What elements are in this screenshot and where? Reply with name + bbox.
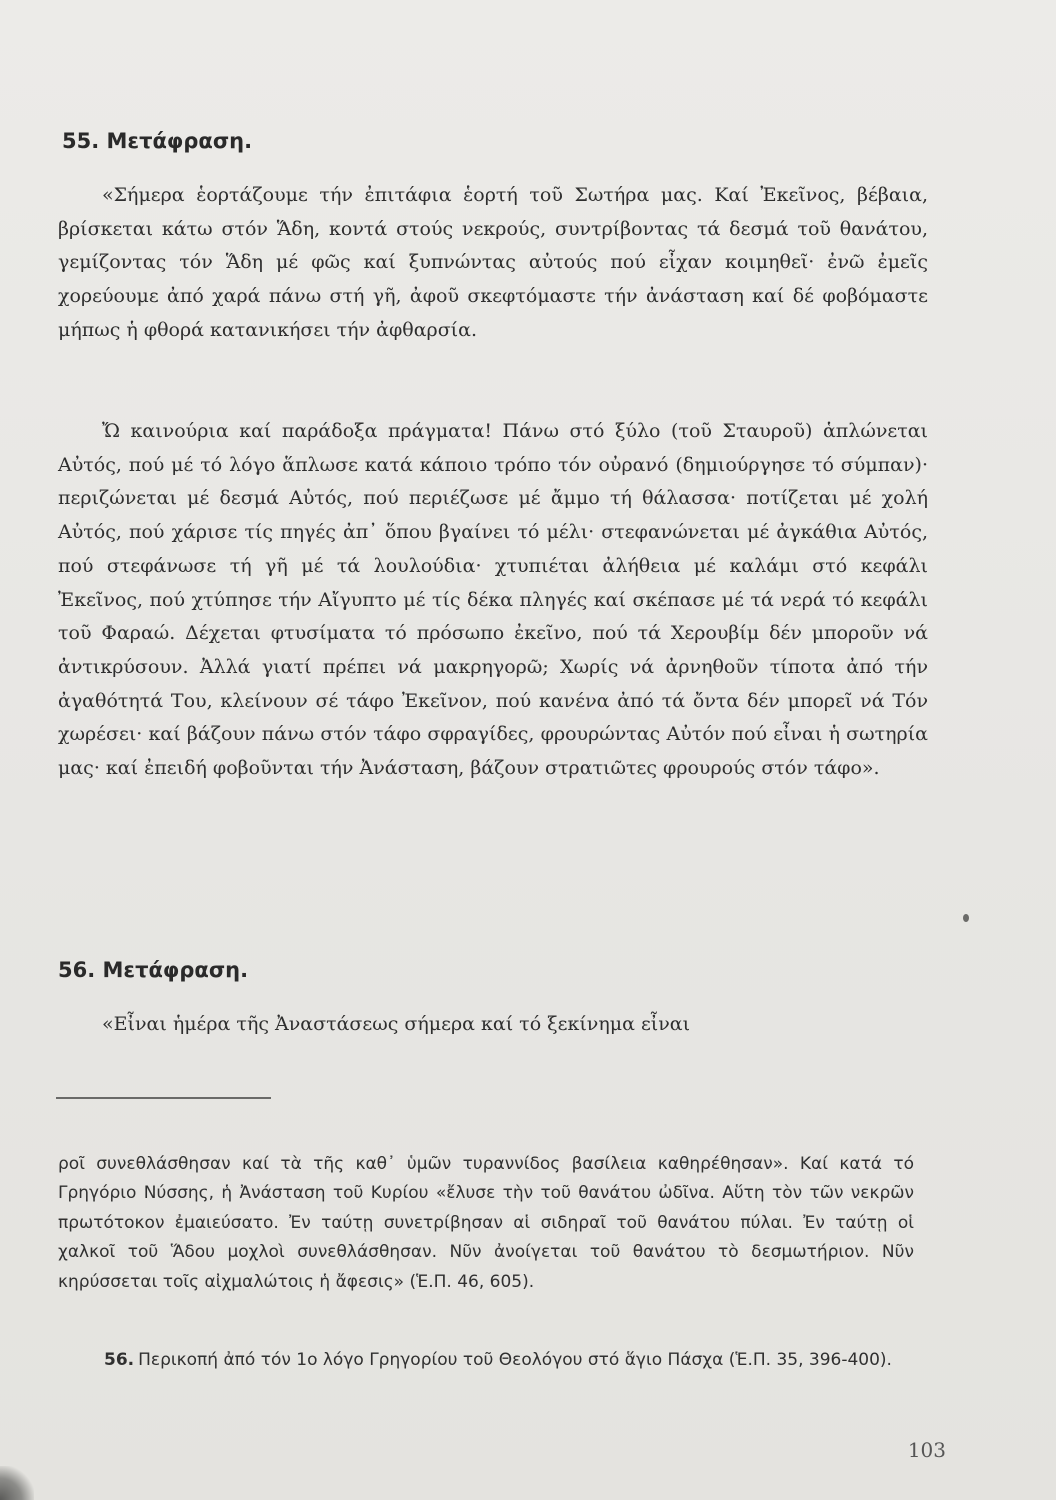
page-number: 103	[907, 1438, 946, 1462]
section-55-paragraph-1: «Σήμερα ἑορτάζουμε τήν ἐπιτάφια ἑορτή τοῦ Σωτήρα μας. Καί Ἐκεῖνος, βέβαια, βρίσκεται κάτω στόν Ἅδη, κοντά στούς νεκρούς, συντρίβοντας τά δεσμά τοῦ θανάτου, γεμίζοντας τόν Ἅδη μέ φῶς καί ξυπνώντας αὐτούς πού εἶχαν κοιμηθεῖ· ἐνῶ ἐμεῖς χορεύουμε ἀπό χαρά πάνω στή γῆ, ἀφοῦ σκεφτόμαστε τήν ἀνάσταση καί δέ φοβόμαστε μήπως ἡ φθορά κατανικήσει τήν ἀφθαρσία.	[58, 184, 928, 341]
section-55-paragraph-2: Ὤ καινούρια καί παράδοξα πράγματα! Πάνω στό ξύλο (τοῦ Σταυροῦ) ἁπλώνεται Αὐτός, πού μέ τό λόγο ἅπλωσε κατά κάποιο τρόπο τόν οὐρανό (δημιούργησε τό σύμπαν)· περιζώνεται μέ δεσμά Αὐτός, πού περιέζωσε μέ ἄμμο τή θάλασσα· ποτίζεται μέ χολή Αὐτός, πού χάρισε τίς πηγές ἀπ᾿ ὅπου βγαίνει τό μέλι· στεφανώνεται μέ ἀγκάθια Αὐτός, πού στεφάνωσε τή γῆ μέ τά λουλούδια· χτυπιέται ἀλήθεια μέ καλάμι στό κεφάλι Ἐκεῖνος, πού χτύπησε τήν Αἴγυπτο μέ τίς δέκα πληγές καί σκέπασε μέ τά νερά τό κεφάλι τοῦ Φαραώ. Δέχεται φτυσίματα τό πρόσωπο ἐκεῖνο, πού τά Χερουβίμ δέν μποροῦν νά ἀντικρύσουν. Ἀλλά γιατί πρέπει νά μακρηγορῶ; Χωρίς νά ἀρνηθοῦν τίποτα ἀπό τήν ἀγαθότητά Του, κλείνουν σέ τάφο Ἐκεῖνον, πού κανένα ἀπό τά ὄντα δέν μπορεῖ νά Τόν χωρέσει· καί βάζουν πάνω στόν τάφο σφραγίδες, φρουρώντας Αὐτόν πού εἶναι ἡ σωτηρία μας· καί ἐπειδή φοβοῦνται τήν Ἀνάσταση, βάζουν στρατιῶτες φρουρούς στόν τάφο».	[58, 420, 928, 780]
footnote-56-text: Περικοπή ἀπό τόν 1ο λόγο Γρηγορίου τοῦ Θεολόγου στό ἅγιο Πάσχα (Ἑ.Π. 35, 396-400).	[138, 1350, 892, 1370]
footnote-divider	[56, 1097, 271, 1099]
footnote-continuation: ροῖ συνεθλάσθησαν καί τὰ τῆς καθ᾿ ὑμῶν τυραννίδος βασίλεια καθηρέθησαν». Καί κατά τό Γρηγόριο Νύσσης, ἡ Ἀνάσταση τοῦ Κυρίου «ἔλυσε τὴν τοῦ θανάτου ὠδῖνα. Αὕτη τὸν τῶν νεκρῶν πρωτότοκον ἐμαιεύσατο. Ἐν ταύτῃ συνετρίβησαν αἱ σιδηραῖ τοῦ θανάτου πύλαι. Ἐν ταύτῃ οἱ χαλκοῖ τοῦ Ἅδου μοχλοὶ συνεθλάσθησαν. Νῦν ἀνοίγεται τοῦ θανάτου τὸ δεσμωτήριον. Νῦν κηρύσσεται τοῖς αἰχμαλώτοις ἡ ἄφεσις» (Ἑ.Π. 46, 605).	[58, 1154, 914, 1292]
ink-speck	[963, 914, 969, 922]
section-56-heading: 56. Μετάφραση.	[58, 958, 249, 982]
footnote-56	[104, 1346, 914, 1375]
scan-corner-shadow	[0, 1466, 34, 1500]
footnote-56-number: 56.	[104, 1350, 135, 1370]
section-55-heading: 55. Μετάφραση.	[62, 129, 253, 153]
section-56-paragraph-1: «Εἶναι ἡμέρα τῆς Ἀναστάσεως σήμερα καί τό ξεκίνημα εἶναι	[102, 1013, 691, 1035]
